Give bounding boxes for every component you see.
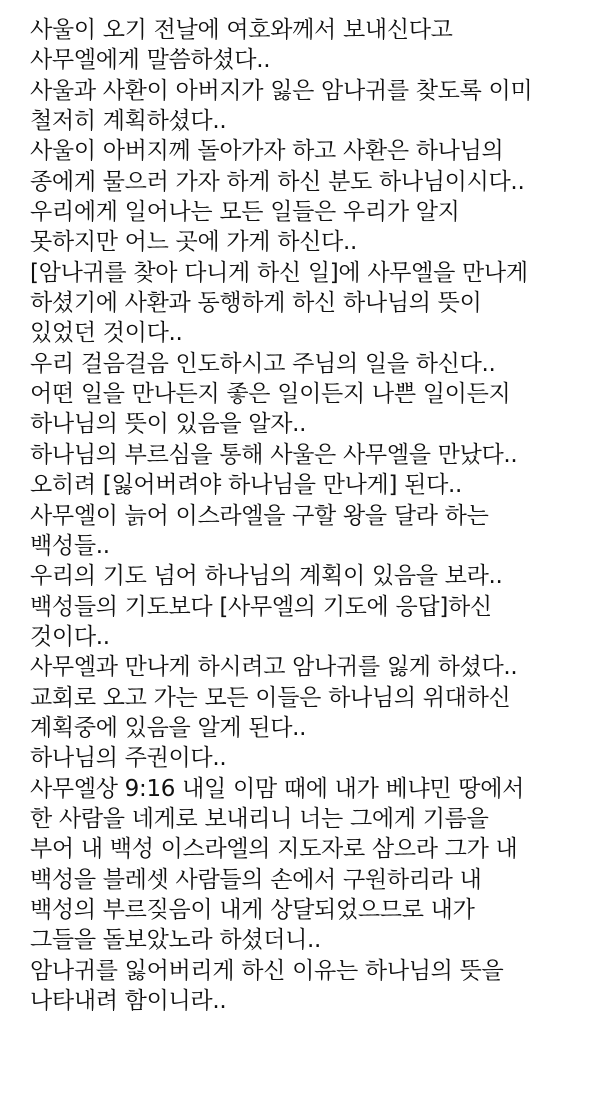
text-line: 사무엘상 9:16 내일 이맘 때에 내가 베냐민 땅에서 [30, 775, 525, 802]
text-line: 한 사람을 네게로 보내리니 너는 그에게 기름을 [30, 805, 489, 832]
text-line: 백성들.. [30, 532, 110, 559]
text-line: 사울과 사환이 아버지가 잃은 암나귀를 찾도록 이미 [30, 77, 533, 104]
text-line: 못하지만 어느 곳에 가게 하신다.. [30, 229, 358, 256]
text-line: 암나귀를 잃어버리게 하신 이유는 하나님의 뜻을 [30, 957, 504, 984]
text-line: 사무엘이 늙어 이스라엘을 구할 왕을 달라 하는 [30, 502, 489, 529]
text-line: 사울이 아버지께 돌아가자 하고 사환은 하나님의 [30, 138, 504, 165]
text-line: 하셨기에 사환과 동행하게 하신 하나님의 뜻이 [30, 290, 482, 317]
text-line: 계획중에 있음을 알게 된다.. [30, 714, 307, 741]
text-line: 백성을 블레셋 사람들의 손에서 구원하리라 내 [30, 866, 482, 893]
text-line: 있었던 것이다.. [30, 320, 183, 347]
text-line: 하나님의 부르심을 통해 사울은 사무엘을 만났다.. [30, 441, 518, 468]
text-line: 사무엘과 만나게 하시려고 암나귀를 잃게 하셨다.. [30, 654, 518, 681]
text-line: 것이다.. [30, 623, 110, 650]
text-line: 하나님의 뜻이 있음을 알자.. [30, 411, 307, 438]
text-line: 나타내려 함이니라.. [30, 988, 227, 1014]
text-line: 오히려 [잃어버려야 하나님을 만나게] 된다.. [30, 472, 463, 499]
text-line: 부어 내 백성 이스라엘의 지도자로 삼으라 그가 내 [30, 836, 518, 863]
text-line: 교회로 오고 가는 모든 이들은 하나님의 위대하신 [30, 684, 511, 711]
text-line: 하나님의 주권이다.. [30, 745, 227, 772]
text-line: 그들을 돌보았노라 하셨더니.. [30, 927, 322, 954]
text-line: 사울이 오기 전날에 여호와께서 보내신다고 [30, 17, 453, 43]
text-line: 백성들의 기도보다 [사무엘의 기도에 응답]하신 [30, 593, 492, 620]
text-line: 어떤 일을 만나든지 좋은 일이든지 나쁜 일이든지 [30, 381, 511, 408]
text-line: [암나귀를 찾아 다니게 하신 일]에 사무엘을 만나게 [30, 259, 528, 286]
text-line: 우리 걸음걸음 인도하시고 주님의 일을 하신다.. [30, 350, 496, 377]
text-line: 철저히 계획하셨다.. [30, 108, 227, 135]
text-line: 우리에게 일어나는 모든 일들은 우리가 알지 [30, 199, 460, 226]
text-line: 우리의 기도 넘어 하나님의 계획이 있음을 보라.. [30, 563, 503, 590]
text-line: 백성의 부르짖음이 내게 상달되었으므로 내가 [30, 896, 475, 923]
document-body [30, 15, 590, 1016]
text-line: 종에게 물으러 가자 하게 하신 분도 하나님이시다.. [30, 168, 525, 195]
text-line: 사무엘에게 말씀하셨다.. [30, 47, 271, 74]
